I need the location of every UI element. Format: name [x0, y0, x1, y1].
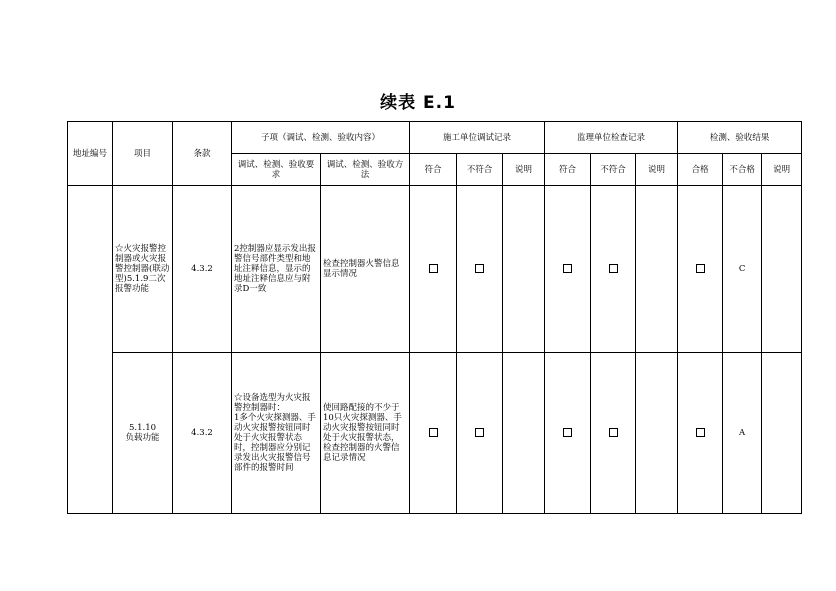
- supervision-note-cell[interactable]: [636, 186, 678, 353]
- supervision-nonconform-checkbox[interactable]: [609, 264, 618, 273]
- construction-conform-cell: [410, 353, 457, 514]
- supervision-nonconform-checkbox[interactable]: [609, 428, 618, 437]
- address-no-cell: [68, 186, 113, 514]
- page-title: 续表 E.1: [380, 93, 456, 113]
- header-requirement: 调试、检测、验收要求: [232, 154, 321, 186]
- clause-cell: 4.3.2: [173, 186, 232, 353]
- supervision-conform-cell: [545, 353, 591, 514]
- construction-nonconform-checkbox[interactable]: [475, 428, 484, 437]
- header-conform: 符合: [410, 154, 457, 186]
- header-conform: 符合: [545, 154, 591, 186]
- acceptance-note-cell[interactable]: [762, 353, 802, 514]
- supervision-nonconform-cell: [591, 186, 636, 353]
- header-address-no: 地址编号: [68, 122, 113, 186]
- construction-conform-cell: [410, 186, 457, 353]
- method-cell: 使回路配接的不少于10只火灾探测器、手动火灾报警按钮同时处于火灾报警状态，检查控制器的火警信息记录情况: [321, 353, 410, 514]
- header-pass: 合格: [678, 154, 723, 186]
- table-row: [68, 353, 802, 514]
- acceptance-fail-cell: C: [723, 186, 762, 353]
- construction-nonconform-cell: [457, 353, 503, 514]
- acceptance-pass-cell: [678, 186, 723, 353]
- acceptance-pass-cell: [678, 353, 723, 514]
- construction-conform-checkbox[interactable]: [429, 428, 438, 437]
- construction-nonconform-checkbox[interactable]: [475, 264, 484, 273]
- construction-note-cell[interactable]: [503, 353, 545, 514]
- acceptance-pass-checkbox[interactable]: [696, 428, 705, 437]
- header-nonconform: 不符合: [457, 154, 503, 186]
- header-supervision: 监理单位检查记录: [545, 122, 678, 154]
- acceptance-pass-checkbox[interactable]: [696, 264, 705, 273]
- header-nonconform: 不符合: [591, 154, 636, 186]
- supervision-conform-checkbox[interactable]: [563, 264, 572, 273]
- acceptance-fail-cell: A: [723, 353, 762, 514]
- construction-conform-checkbox[interactable]: [429, 264, 438, 273]
- item-cell: 5.1.10 负载功能: [113, 353, 173, 514]
- header-construction: 施工单位调试记录: [410, 122, 545, 154]
- supervision-nonconform-cell: [591, 353, 636, 514]
- header-clause: 条款: [173, 122, 232, 186]
- header-method: 调试、检测、验收方法: [321, 154, 410, 186]
- supervision-conform-cell: [545, 186, 591, 353]
- header-subitem: 子项（调试、检测、验收内容）: [232, 122, 410, 154]
- requirement-cell: ☆设备选型为火灾报警控制器时： 1多个火灾探测器、手动火灾报警按钮同时处于火灾报警状态时，控制器应分别记录发出火灾报警信号部件的报警时间: [232, 353, 321, 514]
- construction-nonconform-cell: [457, 186, 503, 353]
- acceptance-note-cell[interactable]: [762, 186, 802, 353]
- method-cell: 检查控制器火警信息显示情况: [321, 186, 410, 353]
- supervision-conform-checkbox[interactable]: [563, 428, 572, 437]
- header-item: 项目: [113, 122, 173, 186]
- clause-cell: 4.3.2: [173, 353, 232, 514]
- header-note: 说明: [636, 154, 678, 186]
- header-row-1: [68, 122, 802, 154]
- header-note: 说明: [762, 154, 802, 186]
- requirement-cell: 2控制器应显示发出报警信号部件类型和地址注释信息，显示的地址注释信息应与附录D一致: [232, 186, 321, 353]
- item-cell: ☆火灾报警控制器或火灾报警控制器(联动型)5.1.9二次报警功能: [113, 186, 173, 353]
- header-acceptance: 检测、验收结果: [678, 122, 802, 154]
- table-row: [68, 186, 802, 353]
- header-note: 说明: [503, 154, 545, 186]
- construction-note-cell[interactable]: [503, 186, 545, 353]
- inspection-table: [67, 121, 802, 514]
- supervision-note-cell[interactable]: [636, 353, 678, 514]
- header-fail: 不合格: [723, 154, 762, 186]
